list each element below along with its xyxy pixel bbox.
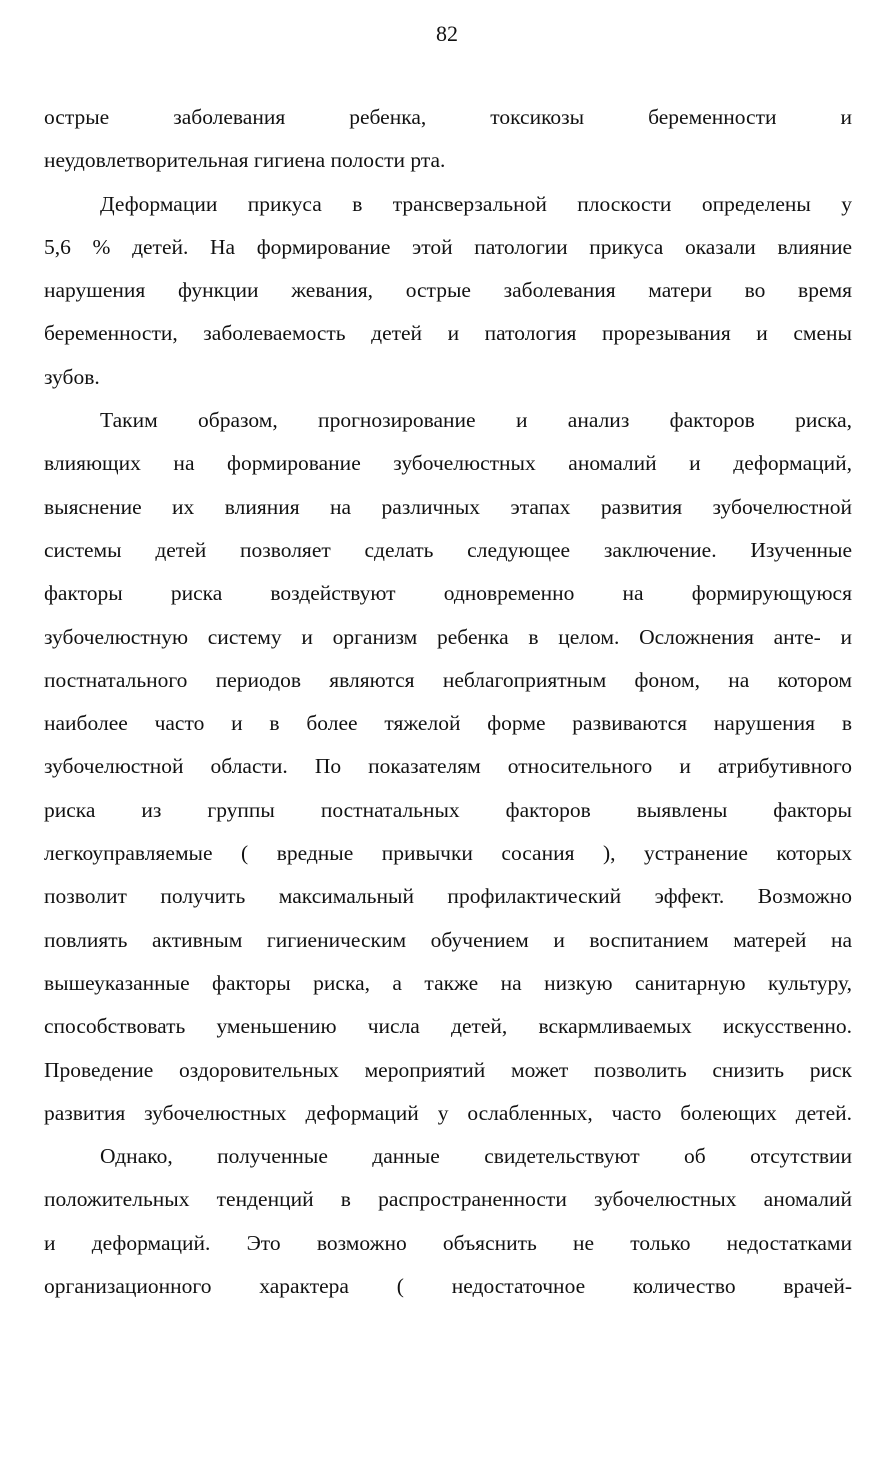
text-line: способствовать уменьшению числа детей, вскармливаемых искусственно.: [44, 1014, 852, 1039]
paragraph-start-line: Деформации прикуса в трансверзальной плоскости определены у: [100, 191, 852, 216]
paragraph-start-line: Однако, полученные данные свидетельствуют об отсутствии: [100, 1144, 852, 1169]
text-line: зубочелюстную систему и организм ребенка в целом. Осложнения анте- и: [44, 624, 852, 649]
text-line: неудовлетворительная гигиена полости рта.: [44, 148, 446, 173]
text-line: постнатального периодов являются неблагоприятным фоном, на котором: [44, 667, 852, 692]
text-line: 5,6 % детей. На формирование этой патологии прикуса оказали влияние: [44, 234, 852, 259]
text-line: влияющих на формирование зубочелюстных аномалий и деформаций,: [44, 451, 852, 476]
text-line: факторы риска воздействуют одновременно на формирующуюся: [44, 581, 852, 606]
text-line: и деформаций. Это возможно объяснить не только недостатками: [44, 1230, 852, 1255]
text-line: выяснение их влияния на различных этапах развития зубочелюстной: [44, 494, 852, 519]
text-line: позволит получить максимальный профилактический эффект. Возможно: [44, 884, 852, 909]
text-line: системы детей позволяет сделать следующее заключение. Изученные: [44, 537, 852, 562]
text-line: беременности, заболеваемость детей и патология прорезывания и смены: [44, 321, 852, 346]
text-line: нарушения функции жевания, острые заболевания матери во время: [44, 278, 852, 303]
text-line: риска из группы постнатальных факторов выявлены факторы: [44, 797, 852, 822]
text-line: положительных тенденций в распространенности зубочелюстных аномалий: [44, 1187, 852, 1212]
paragraph-start-line: Таким образом, прогнозирование и анализ факторов риска,: [100, 408, 852, 433]
body-text: [44, 96, 852, 1308]
text-line: наиболее часто и в более тяжелой форме развиваются нарушения в: [44, 711, 852, 736]
text-line: зубочелюстной области. По показателям относительного и атрибутивного: [44, 754, 852, 779]
text-line: легкоуправляемые ( вредные привычки сосания ), устранение которых: [44, 841, 852, 866]
text-line: развития зубочелюстных деформаций у ослабленных, часто болеющих детей.: [44, 1100, 852, 1125]
text-line: зубов.: [44, 364, 100, 389]
text-line: повлиять активным гигиеническим обучением и воспитанием матерей на: [44, 927, 852, 952]
text-line: острые заболевания ребенка, токсикозы беременности и: [44, 105, 852, 129]
text-line: Проведение оздоровительных мероприятий может позволить снизить риск: [44, 1057, 852, 1082]
text-line: вышеуказанные факторы риска, а также на низкую санитарную культуру,: [44, 970, 852, 995]
text-line: организационного характера ( недостаточное количество врачей-: [44, 1274, 852, 1299]
page-number: 82: [436, 21, 458, 46]
